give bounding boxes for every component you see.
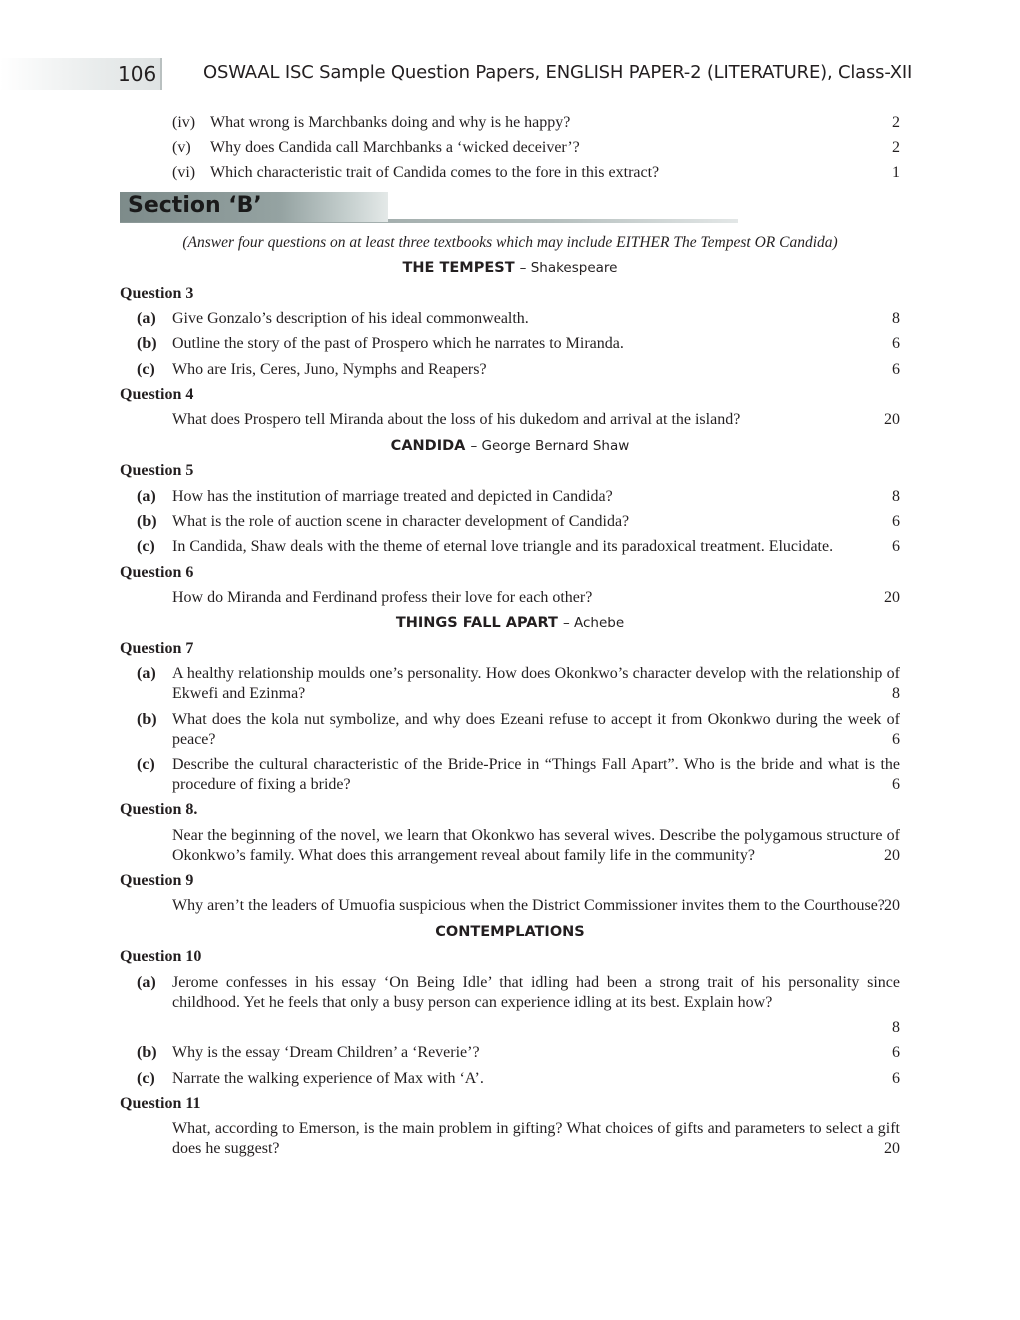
marks: 1 (892, 164, 900, 182)
question-part (120, 1117, 900, 1162)
running-header: OSWAAL ISC Sample Question Papers, ENGLISH PAPER-2 (LITERATURE), Class-XII (203, 62, 913, 83)
question (120, 945, 900, 1092)
marks: 6 (892, 512, 900, 530)
question-title: Question 10 (120, 948, 202, 966)
part-label: (b) (137, 710, 157, 728)
question-part (120, 332, 900, 357)
part-text: What is the role of auction scene in character development of Candida? (172, 512, 630, 530)
question (120, 868, 900, 919)
part-label: (b) (137, 335, 157, 353)
marks: 2 (892, 139, 900, 157)
question-part (120, 110, 900, 135)
question-part (120, 135, 900, 160)
part-text: Why does Candida call Marchbanks a ‘wicked deceiver’? (210, 139, 580, 157)
textbook-title: THINGS FALL APART (395, 615, 558, 632)
part-text: A healthy relationship moulds one’s personality. How does Okonkwo’s character develop with the relationship of Ekwefi and Ezinma? (172, 665, 900, 703)
question (120, 798, 900, 869)
part-label: (iv) (172, 113, 196, 131)
question-title: Question 5 (120, 462, 194, 480)
part-text: Who are Iris, Ceres, Juno, Nymphs and Reapers? (172, 360, 487, 378)
marks: 2 (892, 113, 900, 131)
marks-spacer (120, 1018, 900, 1038)
marks: 20 (884, 897, 900, 915)
part-text: How do Miranda and Ferdinand profess their love for each other? (172, 589, 593, 607)
part-label: (a) (137, 973, 156, 991)
section-title: Section ‘B’ (128, 193, 262, 219)
question-part (120, 306, 900, 331)
question-part (120, 662, 900, 707)
question-title: Question 8. (120, 801, 198, 819)
textbook-title: THE TEMPEST (402, 260, 515, 277)
part-text: Outline the story of the past of Prospero which he narrates to Miranda. (172, 335, 624, 353)
previous-question-parts (120, 110, 900, 186)
part-text: Narrate the walking experience of Max with ‘A’. (172, 1069, 484, 1087)
textbook-heading (120, 919, 900, 944)
part-label: (b) (137, 1044, 157, 1062)
part-label: (b) (137, 512, 157, 530)
marks: 6 (892, 360, 900, 378)
textbook-author: – George Bernard Shaw (470, 437, 630, 454)
marks: 6 (892, 775, 900, 793)
marks: 20 (884, 846, 900, 864)
marks: 8 (892, 487, 900, 505)
section-instruction: (Answer four questions on at least three textbooks which may include EITHER The Tempest OR Candida) (182, 233, 838, 251)
part-text: Why is the essay ‘Dream Children’ a ‘Reverie’? (172, 1044, 480, 1062)
marks: 8 (892, 685, 900, 703)
page-content (120, 110, 900, 1162)
part-text: In Candida, Shaw deals with the theme of eternal love triangle and its paradoxical treatment. Elucidate. (172, 538, 834, 556)
part-label: (vi) (172, 164, 196, 182)
part-text: Near the beginning of the novel, we learn that Okonkwo has several wives. Describe the polygamous structure of Okonkwo’s family. What does this arrangement reveal about family life in the community? (172, 826, 900, 864)
marks: 8 (892, 1018, 900, 1036)
question-title: Question 7 (120, 639, 194, 657)
question (120, 1091, 900, 1162)
question (120, 281, 900, 383)
part-label: (a) (137, 665, 156, 683)
part-label: (c) (137, 538, 155, 556)
part-label: (a) (137, 309, 156, 327)
question (120, 560, 900, 611)
question-part (120, 585, 900, 610)
question (120, 459, 900, 561)
part-text: Which characteristic trait of Candida comes to the fore in this extract? (210, 164, 660, 182)
part-text: What does Prospero tell Miranda about the loss of his dukedom and arrival at the island? (172, 411, 741, 429)
part-text: What does the kola nut symbolize, and why does Ezeani refuse to accept it from Okonkwo during the week of peace? (172, 710, 900, 748)
question-part (120, 707, 900, 752)
section-banner (120, 190, 900, 228)
textbook-heading (120, 256, 900, 281)
marks: 8 (892, 309, 900, 327)
question-part (120, 823, 900, 868)
part-label: (c) (137, 755, 155, 773)
question-part (120, 509, 900, 534)
marks: 20 (884, 1140, 900, 1158)
marks: 6 (892, 538, 900, 556)
question-list (120, 256, 900, 1163)
question-part (120, 535, 900, 560)
part-label: (c) (137, 1069, 155, 1087)
question-part (120, 1066, 900, 1091)
marks: 6 (892, 730, 900, 748)
marks: 20 (884, 589, 900, 607)
question-part (120, 161, 900, 186)
textbook-author: – Shakespeare (519, 260, 618, 277)
question-part (120, 357, 900, 382)
question-part (120, 408, 900, 433)
textbook-author: – Achebe (562, 615, 625, 632)
part-label: (v) (172, 139, 191, 157)
textbook-title: CANDIDA (390, 437, 466, 454)
question-title: Question 9 (120, 872, 194, 890)
page-number: 106 (118, 62, 157, 86)
part-text: Give Gonzalo’s description of his ideal commonwealth. (172, 309, 529, 327)
textbook-title: CONTEMPLATIONS (435, 923, 585, 940)
question-part (120, 484, 900, 509)
part-label: (c) (137, 360, 155, 378)
question-part (120, 970, 900, 1041)
question-title: Question 6 (120, 563, 194, 581)
marks: 6 (892, 1069, 900, 1087)
marks: 6 (892, 1044, 900, 1062)
part-text: What, according to Emerson, is the main problem in gifting? What choices of gifts and parameters to select a gift does he suggest? (172, 1120, 900, 1158)
part-text: Why aren’t the leaders of Umuofia suspicious when the District Commissioner invites them to the Courthouse? (172, 897, 885, 915)
question-part (120, 1041, 900, 1066)
question-title: Question 11 (120, 1095, 201, 1113)
part-text: Describe the cultural characteristic of the Bride-Price in “Things Fall Apart”. Who is the bride and what is the procedure of fixing a bride? (172, 755, 900, 793)
textbook-heading (120, 611, 900, 636)
question-part (120, 752, 900, 797)
question-title: Question 3 (120, 284, 194, 302)
part-text: Jerome confesses in his essay ‘On Being Idle’ that idling had been a strong trait of his personality since childhood. Yet he feels that only a busy person can experience idling at its best. Explain how? (172, 973, 900, 1011)
question-part (120, 894, 900, 919)
marks: 20 (884, 411, 900, 429)
part-text: How has the institution of marriage treated and depicted in Candida? (172, 487, 613, 505)
textbook-heading (120, 433, 900, 458)
part-text: What wrong is Marchbanks doing and why is he happy? (210, 113, 571, 131)
part-label: (a) (137, 487, 156, 505)
question-title: Question 4 (120, 386, 194, 404)
question (120, 382, 900, 433)
question (120, 636, 900, 798)
marks: 6 (892, 335, 900, 353)
